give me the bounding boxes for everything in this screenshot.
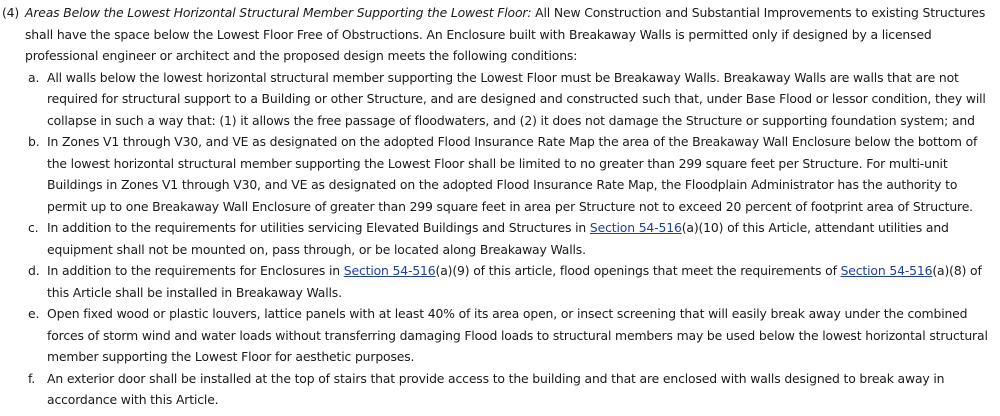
- item-letter: c.: [28, 220, 39, 235]
- item-text: In Zones V1 through V30, and VE as designated on the adopted Flood Insurance Rate Map the area of the Breakaway Wall Enclosure below the bottom of the lowest horizontal structural member supporting the Lowest Floor shall be limited to no greater than 299 square feet per Structure. For multi-unit Buildings in Zones V1 through V30, and VE as designated on the adopted Flood Insurance Rate Map, the Floodplain Administrator has the authority to permit up to one Breakaway Wall Enclosure of greater than 299 square feet in area per Structure not to exceed 20 percent of footprint area of Structure.: [47, 134, 978, 214]
- item-text-before: In addition to the requirements for utilities servicing Elevated Buildings and Structures in: [47, 220, 590, 235]
- item-text-after: (a)(8) of this Article shall be installed in Breakaway Walls.: [47, 263, 982, 300]
- item-text: An exterior door shall be installed at the top of stairs that provide access to the building and that are enclosed with walls designed to break away in accordance with this Article.: [47, 370, 945, 407]
- item-text-after: (a)(10) of this Article, attendant utilities and equipment shall not be mounted on, pass through, or be located along Breakaway Walls.: [47, 220, 949, 257]
- item-letter: d.: [28, 263, 40, 278]
- section-54-516-link[interactable]: Section 54-516: [840, 263, 933, 278]
- item-text-before: In addition to the requirements for Enclosures in: [47, 263, 344, 278]
- list-item-c: [0, 217, 1000, 260]
- item-text-middle: (a)(9) of this article, flood openings that meet the requirements of: [435, 263, 841, 278]
- item-text: Open fixed wood or plastic louvers, lattice panels with at least 40% of its area open, or insect screening that will easily break away under the combined forces of storm wind and water loads without transferring damaging Flood loads to structural members may be used below the lowest horizontal structural member supporting the Lowest Floor for aesthetic purposes.: [47, 306, 988, 364]
- item-letter: a.: [28, 69, 40, 85]
- item-letter: f.: [28, 370, 36, 386]
- list-item-a: [0, 67, 1000, 132]
- list-item-f: [0, 368, 1000, 411]
- section-body: All New Construction and Substantial Improvements to existing Structures shall have the space below the Lowest Floor Free of Obstructions. An Enclosure built with Breakaway Walls is permitted only if designed by a licensed professional engineer or architect and the proposed design meets the following conditions:: [25, 5, 986, 63]
- section-intro: [0, 2, 1000, 67]
- section-54-516-link[interactable]: Section 54-516: [589, 220, 682, 235]
- item-letter: b.: [28, 134, 40, 149]
- section-title: Areas Below the Lowest Horizontal Structural Member Supporting the Lowest Floor:: [25, 5, 532, 20]
- list-item-e: [0, 303, 1000, 368]
- item-letter: e.: [28, 306, 40, 321]
- section-number: (4): [2, 5, 20, 20]
- list-item-b: [0, 131, 1000, 217]
- conditions-list: [0, 67, 1000, 411]
- list-item-d: [0, 260, 1000, 303]
- section-54-516-link[interactable]: Section 54-516: [343, 263, 436, 278]
- item-text: All walls below the lowest horizontal structural member supporting the Lowest Floor must be Breakaway Walls. Breakaway Walls are walls that are not required for structural support to a Building or other Structure, and are designed and constructed such that, under Base Flood or lessor condition, they will collapse in such a way that: (1) it allows the free passage of floodwaters, and (2) it does not damage the Structure or supporting foundation system; and: [47, 69, 986, 128]
